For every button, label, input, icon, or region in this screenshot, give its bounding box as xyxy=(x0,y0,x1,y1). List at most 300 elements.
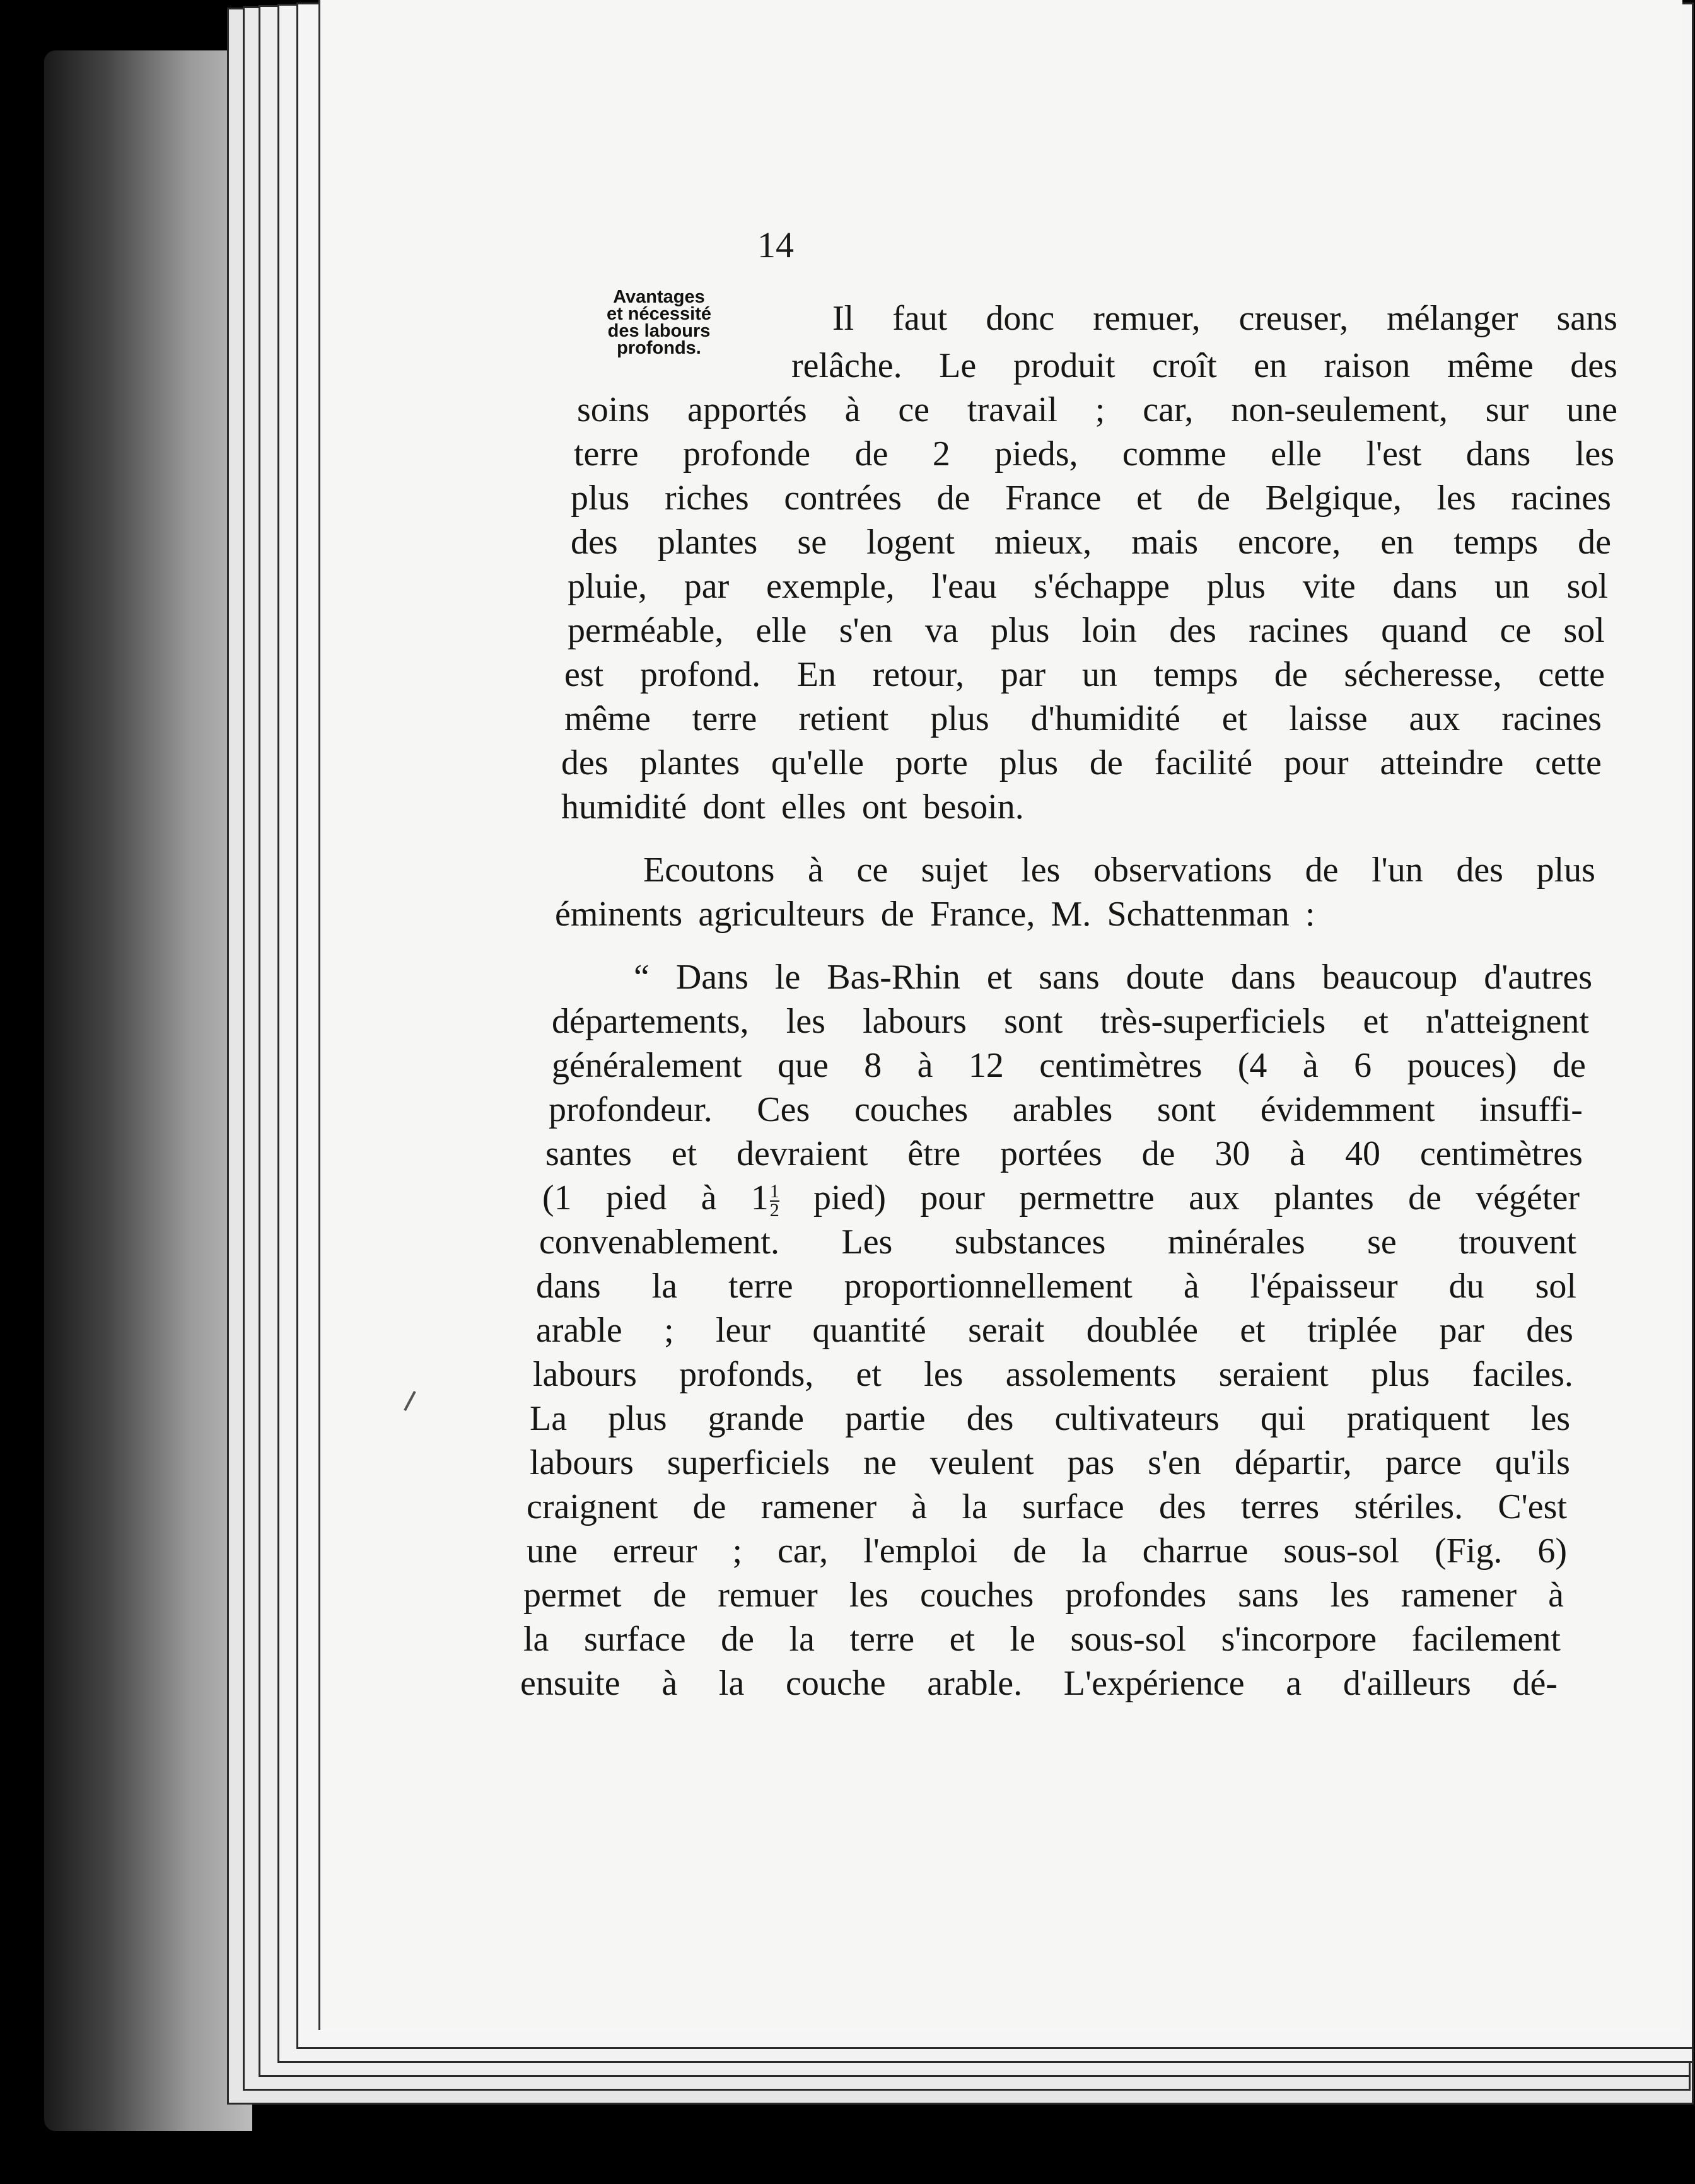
word: vite xyxy=(1302,567,1356,606)
word: ont xyxy=(861,787,907,827)
word: de xyxy=(692,1487,726,1526)
word: (Fig. xyxy=(1435,1531,1503,1571)
text-line xyxy=(568,608,1605,653)
word: les xyxy=(924,1355,964,1394)
word: plus xyxy=(930,699,989,738)
word: dont xyxy=(702,787,766,827)
word: sous-sol xyxy=(1070,1620,1187,1659)
word: ; xyxy=(664,1311,674,1350)
word: comme xyxy=(1122,434,1226,473)
word: de xyxy=(653,1576,687,1615)
text-line xyxy=(530,1441,1570,1485)
word: santes xyxy=(545,1134,632,1173)
word: cultivateurs xyxy=(1054,1399,1220,1438)
word: s'incorpore xyxy=(1221,1620,1377,1659)
word: apportés xyxy=(687,390,807,429)
word: éminents xyxy=(555,895,683,934)
word: quantité xyxy=(812,1311,926,1350)
word: Belgique, xyxy=(1265,479,1402,518)
word: stériles. xyxy=(1354,1487,1464,1526)
word: L'expérience xyxy=(1063,1664,1245,1703)
word: racines xyxy=(1501,699,1602,738)
word: convenablement. xyxy=(539,1223,779,1262)
word: centimètres xyxy=(1419,1134,1583,1173)
word: terre xyxy=(728,1267,793,1306)
word: centimètres xyxy=(1039,1046,1203,1085)
text-line xyxy=(577,388,1617,432)
word: de xyxy=(880,895,914,934)
word: plantes xyxy=(639,743,740,782)
text-line xyxy=(571,476,1611,520)
word: à xyxy=(1183,1267,1199,1306)
word: dans xyxy=(1231,958,1296,997)
word: couche xyxy=(786,1664,886,1703)
word: par xyxy=(684,567,730,606)
word: s'échappe xyxy=(1034,567,1170,606)
word: veulent xyxy=(929,1443,1034,1482)
word: travail xyxy=(967,390,1057,429)
word: doublée xyxy=(1086,1311,1198,1350)
word: partie xyxy=(845,1399,926,1438)
word: profond. xyxy=(639,655,761,694)
word: terres xyxy=(1240,1487,1320,1526)
word: perméable, xyxy=(568,611,724,650)
word: des xyxy=(1570,346,1617,385)
word: En xyxy=(796,655,836,694)
fraction xyxy=(770,1183,779,1219)
word: labours xyxy=(533,1355,637,1394)
text-line xyxy=(527,1485,1567,1529)
word: remuer, xyxy=(1093,299,1201,338)
word: Il xyxy=(832,299,854,338)
word: ramener xyxy=(1401,1576,1517,1615)
word: retient xyxy=(798,699,889,738)
word: agriculteurs xyxy=(698,895,865,934)
word: racines xyxy=(1249,611,1349,650)
word: les xyxy=(849,1576,888,1615)
word: charrue xyxy=(1142,1531,1249,1571)
word: de xyxy=(1013,1531,1047,1571)
fraction-numerator: 1 xyxy=(769,1181,779,1202)
word: sous-sol xyxy=(1283,1531,1400,1571)
word: terre xyxy=(574,434,639,473)
text-line xyxy=(520,1661,1558,1705)
word: les xyxy=(1330,1576,1370,1615)
word: 1 $\frac{1}{2}$ xyxy=(750,1178,779,1221)
word: de xyxy=(1552,1046,1586,1085)
word: à xyxy=(808,851,824,890)
word: ; xyxy=(1095,390,1105,429)
word: pour xyxy=(920,1178,985,1217)
margin-note-line: profonds. xyxy=(617,338,701,358)
word: et xyxy=(1221,699,1248,738)
word: en xyxy=(1380,523,1414,562)
word: qu'elle xyxy=(771,743,864,782)
word: à xyxy=(911,1487,928,1526)
page-number: 14 xyxy=(757,224,794,265)
word: quand xyxy=(1381,611,1468,650)
word: à xyxy=(701,1178,717,1217)
word: l'épaisseur xyxy=(1250,1267,1398,1306)
text-line xyxy=(545,1132,1583,1176)
word: est xyxy=(564,655,604,694)
word: donc xyxy=(986,299,1055,338)
word: sol xyxy=(1563,611,1605,650)
word: des xyxy=(1526,1311,1573,1350)
word: et xyxy=(1136,479,1162,518)
word: humidité xyxy=(561,787,687,827)
word: 12 xyxy=(968,1046,1004,1085)
word: (4 xyxy=(1237,1046,1267,1085)
word: sans xyxy=(1556,299,1617,338)
word: que xyxy=(778,1046,829,1085)
word: besoin. xyxy=(923,787,1024,827)
word: riches xyxy=(665,479,749,518)
word: a xyxy=(1286,1664,1302,1703)
word: la xyxy=(1081,1531,1107,1571)
word: labours xyxy=(530,1443,634,1482)
word: logent xyxy=(866,523,955,562)
word: sur xyxy=(1485,390,1529,429)
word: même xyxy=(564,699,651,738)
text-line xyxy=(555,892,1463,936)
word: minérales xyxy=(1167,1223,1305,1262)
word: porte xyxy=(895,743,968,782)
text-line xyxy=(832,296,1617,340)
word: le xyxy=(1010,1620,1035,1659)
word: profonde xyxy=(683,434,811,473)
word: dans xyxy=(1392,567,1458,606)
word: et xyxy=(1240,1311,1266,1350)
margin-note-line: des labours xyxy=(607,321,711,341)
word: plus xyxy=(991,611,1050,650)
word: plus xyxy=(1371,1355,1430,1394)
word: exemple, xyxy=(766,567,895,606)
word: les xyxy=(1021,851,1061,890)
word: un xyxy=(1494,567,1530,606)
word: évidemment xyxy=(1260,1090,1435,1129)
word: la xyxy=(523,1620,549,1659)
word: profondes xyxy=(1065,1576,1207,1615)
word: départements, xyxy=(552,1002,749,1041)
word: laisse xyxy=(1289,699,1368,738)
word: mieux, xyxy=(994,523,1092,562)
word: des xyxy=(1169,611,1216,650)
word: relâche. xyxy=(791,346,902,385)
word: racines xyxy=(1511,479,1611,518)
word: retour, xyxy=(872,655,965,694)
word: Schattenman xyxy=(1107,895,1290,934)
word: de xyxy=(854,434,888,473)
word: et xyxy=(671,1134,697,1173)
text-line xyxy=(536,1264,1576,1308)
word: de xyxy=(1141,1134,1175,1173)
word: faut xyxy=(892,299,948,338)
word: raison xyxy=(1324,346,1411,385)
word: dé- xyxy=(1512,1664,1558,1703)
word: temps xyxy=(1453,523,1539,562)
word: pratiquent xyxy=(1346,1399,1490,1438)
word: Le xyxy=(939,346,977,385)
text-line xyxy=(791,344,1617,388)
word: facilité xyxy=(1154,743,1253,782)
fraction-denominator: 2 xyxy=(769,1200,779,1221)
word: pied xyxy=(605,1178,667,1217)
word: une xyxy=(1566,390,1617,429)
text-line xyxy=(523,1573,1564,1617)
word: Ecoutons xyxy=(643,851,775,890)
margin-note-line: Avantages xyxy=(613,287,705,307)
word: serait xyxy=(968,1311,1045,1350)
text-line xyxy=(552,1043,1586,1088)
word: elles xyxy=(781,787,846,827)
word: erreur xyxy=(612,1531,697,1571)
word: se xyxy=(1367,1223,1397,1262)
word: des xyxy=(561,743,609,782)
word: qui xyxy=(1260,1399,1306,1438)
word: proportionnellement xyxy=(844,1267,1133,1306)
text-line xyxy=(574,432,1614,476)
text-line xyxy=(523,1617,1561,1661)
word: être xyxy=(907,1134,961,1173)
word: “ xyxy=(634,958,649,997)
text-line xyxy=(561,741,1602,785)
word: les xyxy=(1530,1399,1570,1438)
text-line xyxy=(568,564,1608,608)
word: à xyxy=(844,390,861,429)
word: Ces xyxy=(757,1090,810,1129)
word: cette xyxy=(1535,743,1602,782)
word: France, xyxy=(929,895,1035,934)
text-line xyxy=(533,1352,1573,1397)
word: superficiels xyxy=(667,1443,830,1482)
word: permettre xyxy=(1019,1178,1155,1217)
word: 6 xyxy=(1354,1046,1372,1085)
word: mais xyxy=(1131,523,1198,562)
text-line xyxy=(552,999,1589,1043)
word: plus xyxy=(1536,851,1595,890)
text-line xyxy=(643,848,1595,892)
word: devraient xyxy=(737,1134,868,1173)
word: plus xyxy=(608,1399,667,1438)
text-line xyxy=(634,955,1592,999)
word: les xyxy=(786,1002,825,1041)
word: la xyxy=(651,1267,678,1306)
word: les xyxy=(1575,434,1614,473)
word: n'atteignent xyxy=(1426,1002,1589,1041)
word: cette xyxy=(1538,655,1605,694)
word: permet xyxy=(523,1576,622,1615)
margin-note-line: et nécessité xyxy=(606,304,712,324)
word: sujet xyxy=(921,851,988,890)
word: l'emploi xyxy=(863,1531,978,1571)
word: insuffi- xyxy=(1479,1090,1583,1129)
word: terre xyxy=(849,1620,915,1659)
word: doute xyxy=(1126,958,1205,997)
word: ensuite xyxy=(520,1664,620,1703)
word: car, xyxy=(1143,390,1194,429)
word: à xyxy=(917,1046,933,1085)
word: : xyxy=(1305,895,1315,934)
word: atteindre xyxy=(1380,743,1504,782)
word: non-seulement, xyxy=(1231,390,1448,429)
text-line xyxy=(542,1176,1580,1220)
word: dans xyxy=(536,1267,601,1306)
word: ce xyxy=(856,851,888,890)
word: à xyxy=(1290,1134,1306,1173)
word: à xyxy=(661,1664,678,1703)
word: sécheresse, xyxy=(1344,655,1502,694)
word: triplée xyxy=(1307,1311,1398,1350)
word: profondeur. xyxy=(549,1090,713,1129)
word: ce xyxy=(898,390,930,429)
word: Dans xyxy=(675,958,748,997)
word: de xyxy=(936,479,970,518)
word: plus xyxy=(571,479,630,518)
word: des xyxy=(966,1399,1014,1438)
word: et xyxy=(949,1620,976,1659)
word: (1 xyxy=(542,1178,572,1217)
text-line xyxy=(564,653,1605,697)
word: aux xyxy=(1409,699,1460,738)
word: à xyxy=(1548,1576,1564,1615)
word: l'est xyxy=(1366,434,1422,473)
word: pas xyxy=(1067,1443,1115,1482)
word: du xyxy=(1448,1267,1484,1306)
word: de xyxy=(1089,743,1123,782)
word: s'en xyxy=(1148,1443,1201,1482)
word: ramener xyxy=(760,1487,877,1526)
text-line xyxy=(536,1308,1573,1352)
word: 6) xyxy=(1537,1531,1567,1571)
word: sol xyxy=(1566,567,1608,606)
word: terre xyxy=(692,699,757,738)
word: très-superficiels xyxy=(1100,1002,1326,1041)
word: facilement xyxy=(1411,1620,1561,1659)
word: seraient xyxy=(1218,1355,1329,1394)
word: qu'ils xyxy=(1494,1443,1570,1482)
word: plantes xyxy=(1274,1178,1374,1217)
word: même xyxy=(1447,346,1534,385)
word: M. xyxy=(1051,895,1092,934)
text-line xyxy=(530,1397,1570,1441)
word: va xyxy=(924,611,958,650)
word: et xyxy=(1363,1002,1389,1041)
word: beaucoup xyxy=(1322,958,1458,997)
word: pieds, xyxy=(994,434,1078,473)
word: l'un xyxy=(1372,851,1423,890)
word: Bas-Rhin xyxy=(827,958,960,997)
word: trouvent xyxy=(1459,1223,1576,1262)
word: s'en xyxy=(839,611,893,650)
word: plus xyxy=(999,743,1059,782)
word: sans xyxy=(1039,958,1100,997)
word: de xyxy=(1408,1178,1442,1217)
word: dans xyxy=(1465,434,1531,473)
word: départir, xyxy=(1234,1443,1352,1482)
word: en xyxy=(1254,346,1288,385)
word: La xyxy=(530,1399,568,1438)
word: pouces) xyxy=(1407,1046,1517,1085)
word: et xyxy=(856,1355,882,1394)
word: croît xyxy=(1152,346,1217,385)
word: des xyxy=(1158,1487,1206,1526)
word: profonds, xyxy=(679,1355,814,1394)
word: produit xyxy=(1013,346,1115,385)
text-line xyxy=(571,520,1611,564)
word: la xyxy=(789,1620,815,1659)
word: l'eau xyxy=(931,567,997,606)
word: de xyxy=(1305,851,1339,890)
text-line xyxy=(564,697,1602,741)
word: 30 xyxy=(1214,1134,1250,1173)
word: arable xyxy=(536,1311,622,1350)
word: sont xyxy=(1156,1090,1216,1129)
word: car, xyxy=(778,1531,829,1571)
word: de xyxy=(1274,655,1308,694)
word: France xyxy=(1005,479,1102,518)
word: 8 xyxy=(864,1046,882,1085)
word: la xyxy=(962,1487,987,1526)
word: sans xyxy=(1238,1576,1299,1615)
word: pluie, xyxy=(568,567,647,606)
word: substances xyxy=(954,1223,1106,1262)
word: ne xyxy=(863,1443,897,1482)
word: d'humidité xyxy=(1030,699,1180,738)
word: portées xyxy=(1000,1134,1102,1173)
word: de xyxy=(1578,523,1611,562)
text-line xyxy=(549,1088,1583,1132)
word: mélanger xyxy=(1387,299,1518,338)
word: d'ailleurs xyxy=(1343,1664,1471,1703)
word: loin xyxy=(1081,611,1137,650)
word: par xyxy=(1439,1311,1484,1350)
word: pour xyxy=(1283,743,1349,782)
word: la xyxy=(718,1664,745,1703)
word: soins xyxy=(577,390,650,429)
word: 2 xyxy=(932,434,950,473)
word: elle xyxy=(1271,434,1322,473)
word: végéter xyxy=(1476,1178,1580,1217)
text-line xyxy=(561,785,1602,829)
word: couches xyxy=(919,1576,1034,1615)
word: un xyxy=(1081,655,1117,694)
word: par xyxy=(1000,655,1046,694)
word: surface xyxy=(583,1620,686,1659)
word: remuer xyxy=(718,1576,818,1615)
word: plus xyxy=(1206,567,1266,606)
word: parce xyxy=(1385,1443,1462,1482)
word: une xyxy=(527,1531,578,1571)
word: temps xyxy=(1153,655,1238,694)
word: creuser, xyxy=(1238,299,1349,338)
word: plantes xyxy=(657,523,758,562)
word: leur xyxy=(716,1311,771,1350)
word: sont xyxy=(1004,1002,1063,1041)
word: à xyxy=(1302,1046,1319,1085)
word: contrées xyxy=(784,479,902,518)
word: de xyxy=(1197,479,1230,518)
word: observations xyxy=(1093,851,1273,890)
word: se xyxy=(797,523,827,562)
word: ; xyxy=(732,1531,743,1571)
text-line xyxy=(527,1529,1567,1573)
word: labours xyxy=(863,1002,967,1041)
word: pied) xyxy=(813,1178,887,1217)
word: craignent xyxy=(527,1487,658,1526)
word: aux xyxy=(1189,1178,1240,1217)
word: faciles. xyxy=(1472,1355,1573,1394)
